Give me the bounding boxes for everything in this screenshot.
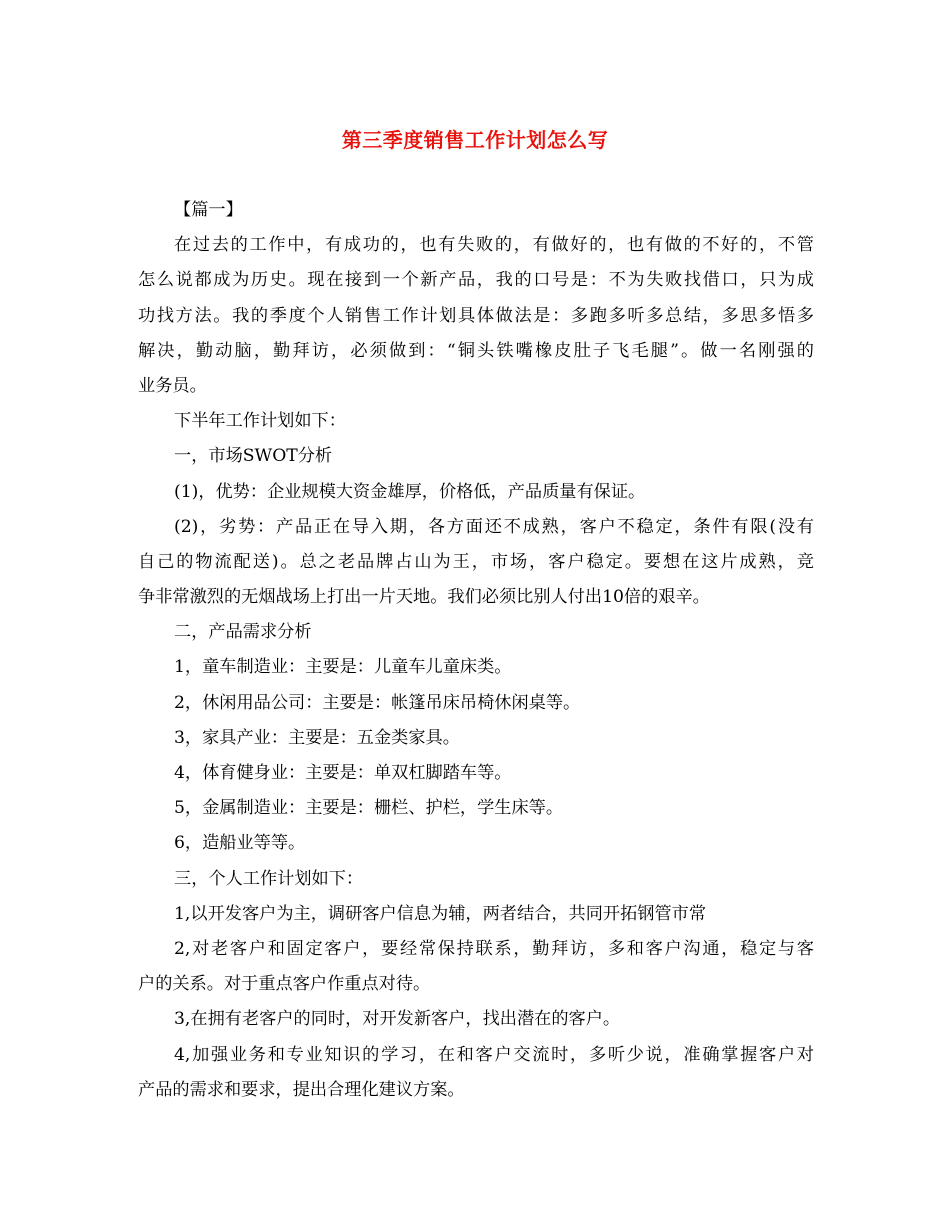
paragraph-line: 户的关系。对于重点客户作重点对待。 [138, 974, 431, 995]
paragraph-line: 解决，勤动脑，勤拜访，必须做到：“铜头铁嘴橡皮肚子飞毛腿”。做一名刚强的 [138, 340, 814, 361]
document-body [138, 193, 814, 1108]
paragraph-line: 争非常激烈的无烟战场上打出一片天地。我们必须比别人付出10倍的艰辛。 [138, 587, 710, 608]
paragraph-line: 业务员。 [138, 375, 207, 396]
section-heading: 二，产品需求分析 [174, 622, 312, 643]
list-item: 2，休闲用品公司：主要是：帐篷吊床吊椅休闲桌等。 [174, 692, 581, 713]
list-item: 6，造船业等等。 [174, 833, 306, 854]
document-title: 第三季度销售工作计划怎么写 [341, 128, 609, 152]
list-item: 3,在拥有老客户的同时，对开发新客户，找出潜在的客户。 [174, 1009, 621, 1030]
section-heading: 【篇一】 [174, 200, 243, 220]
paragraph-line: 产品的需求和要求，提出合理化建议方案。 [138, 1079, 465, 1100]
paragraph-line: 在过去的工作中，有成功的，也有失败的，有做好的，也有做的不好的，不管 [174, 235, 814, 256]
section-heading: 三，个人工作计划如下： [174, 868, 364, 889]
list-item: 3，家具产业：主要是：五金类家具。 [174, 727, 460, 748]
paragraph-line: 下半年工作计划如下： [174, 411, 346, 432]
list-item: 4，体育健身业：主要是：单双杠脚踏车等。 [174, 763, 512, 783]
list-item: 1，童车制造业：主要是：儿童车儿童床类。 [174, 657, 512, 678]
list-item: 5，金属制造业：主要是：栅栏、护栏，学生床等。 [174, 798, 564, 819]
list-item: (2)，劣势：产品正在导入期，各方面还不成熟，客户不稳定，条件有限(没有 [174, 516, 814, 537]
list-item: 4,加强业务和专业知识的学习，在和客户交流时，多听少说，准确掌握客户对 [174, 1044, 814, 1065]
paragraph-line: 自己的物流配送)。总之老品牌占山为王，市场，客户稳定。要想在这片成熟，竞 [138, 551, 814, 572]
section-heading: 一，市场SWOT分析 [174, 446, 333, 467]
paragraph-line: 功找方法。我的季度个人销售工作计划具体做法是：多跑多听多总结，多思多悟多 [138, 305, 814, 326]
list-item: 2,对老客户和固定客户，要经常保持联系，勤拜访，多和客户沟通，稳定与客 [174, 938, 814, 959]
list-item: 1,以开发客户为主，调研客户信息为辅，两者结合，共同开拓钢管市常 [174, 903, 707, 924]
paragraph-line: 怎么说都成为历史。现在接到一个新产品，我的口号是：不为失败找借口，只为成 [138, 270, 814, 291]
list-item: (1)，优势：企业规模大资金雄厚，价格低，产品质量有保证。 [174, 481, 646, 502]
